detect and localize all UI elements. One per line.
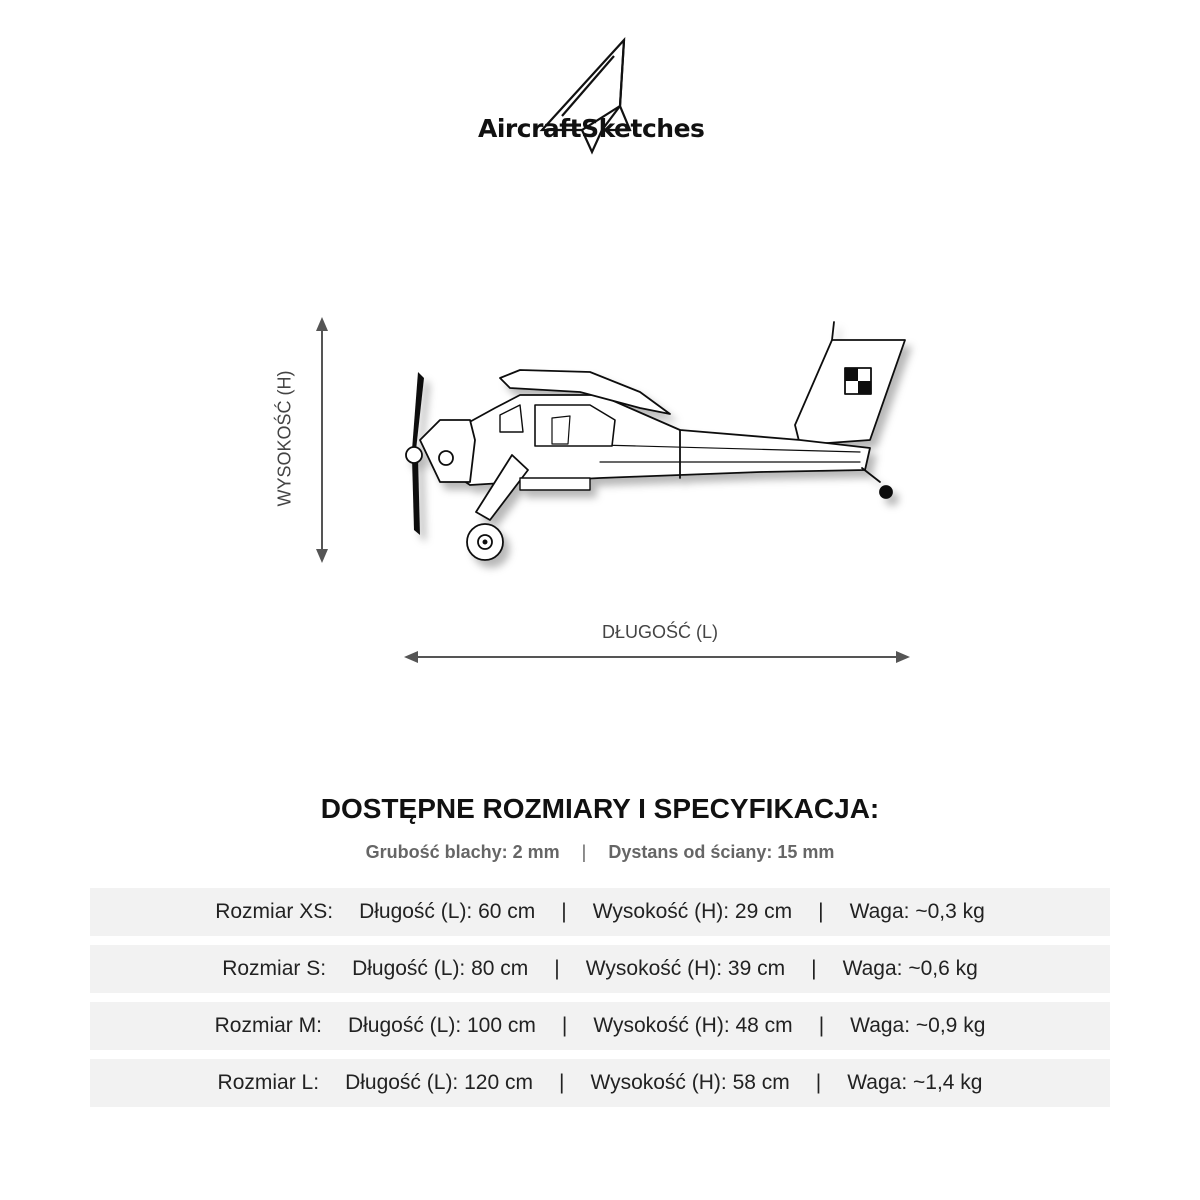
separator: | bbox=[811, 957, 817, 980]
separator: | bbox=[818, 900, 824, 923]
size-row-m bbox=[90, 1002, 1110, 1050]
size-length: Długość (L): 60 cm bbox=[359, 900, 536, 923]
separator: | bbox=[554, 957, 560, 980]
separator: | bbox=[561, 1014, 568, 1037]
separator: | bbox=[561, 900, 567, 923]
separator: | bbox=[818, 1014, 825, 1037]
size-row-xs bbox=[90, 888, 1110, 936]
height-dimension-arrow bbox=[316, 317, 328, 563]
size-table bbox=[90, 888, 1110, 1116]
sheet-thickness: Grubość blachy: 2 mm bbox=[365, 842, 560, 862]
wall-distance: Dystans od ściany: 15 mm bbox=[608, 842, 835, 862]
size-weight: Waga: ~0,9 kg bbox=[850, 1014, 986, 1037]
size-height: Wysokość (H): 48 cm bbox=[593, 1014, 793, 1037]
spec-subtitle bbox=[0, 842, 1200, 863]
logo-text: AircraftSketches bbox=[478, 114, 705, 143]
size-weight: Waga: ~0,6 kg bbox=[842, 957, 978, 980]
size-name: Rozmiar XS: bbox=[215, 900, 334, 923]
size-name: Rozmiar M: bbox=[214, 1014, 322, 1037]
size-length: Długość (L): 100 cm bbox=[347, 1014, 536, 1037]
separator: | bbox=[558, 1071, 565, 1094]
height-dimension-label: WYSOKOŚĆ (H) bbox=[274, 370, 295, 507]
size-weight: Waga: ~0,3 kg bbox=[849, 900, 985, 923]
high-wing-aircraft-sketch-icon bbox=[406, 322, 905, 560]
size-row-s bbox=[90, 945, 1110, 993]
size-length: Długość (L): 80 cm bbox=[352, 957, 529, 980]
separator: | bbox=[581, 842, 587, 862]
spec-title: DOSTĘPNE ROZMIARY I SPECYFIKACJA: bbox=[320, 793, 880, 824]
size-row-l bbox=[90, 1059, 1110, 1107]
size-name: Rozmiar L: bbox=[217, 1071, 320, 1094]
size-name: Rozmiar S: bbox=[222, 957, 327, 980]
separator: | bbox=[815, 1071, 822, 1094]
size-height: Wysokość (H): 39 cm bbox=[585, 957, 786, 980]
size-height: Wysokość (H): 58 cm bbox=[590, 1071, 790, 1094]
size-weight: Waga: ~1,4 kg bbox=[847, 1071, 983, 1094]
length-dimension-arrow bbox=[404, 651, 910, 663]
size-length: Długość (L): 120 cm bbox=[345, 1071, 533, 1094]
size-height: Wysokość (H): 29 cm bbox=[592, 900, 793, 923]
length-dimension-label: DŁUGOŚĆ (L) bbox=[601, 622, 718, 642]
